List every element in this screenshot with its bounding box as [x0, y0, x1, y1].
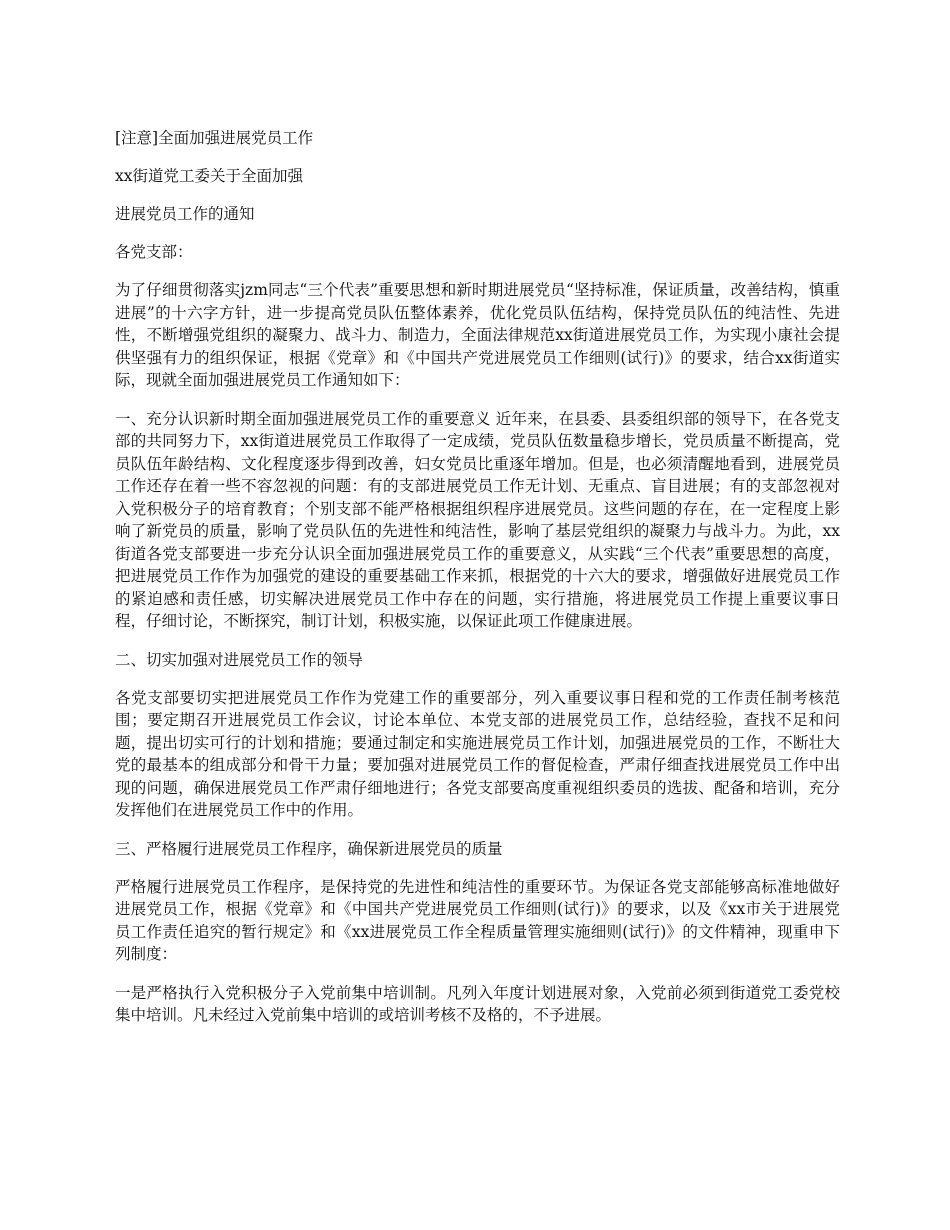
intro-paragraph: 为了仔细贯彻落实jzm同志“三个代表”重要思想和新时期进展党员“坚持标准，保证质量，改善结构，慎重进展”的十六字方针，进一步提高党员队伍整体素养，优化党员队伍结构，保持党员队伍的纯洁性、先进性，不断增强党组织的凝聚力、战斗力、制造力，全面法律规范xx街道进展党员工作，为实现小康社会提供坚强有力的组织保证，根据《党章》和《中国共产党进展党员工作细则(试行)》的要求，结合xx街道实际，现就全面加强进展党员工作通知如下： [115, 281, 840, 389]
document-page [115, 127, 840, 1043]
section-1-paragraph: 一、充分认识新时期全面加强进展党员工作的重要意义 近年来，在县委、县委组织部的领导下，在各党支部的共同努力下，xx街道进展党员工作取得了一定成绩，党员队伍数量稳步增长，党员质量不断提高，党员队伍年龄结构、文化程度逐步得到改善，妇女党员比重逐年增加。但是，也必须清醒地看到，进展党员工作还存在着一些不容忽视的问题：有的支部进展党员工作无计划、无重点、盲目进展；有的支部忽视对入党积极分子的培育教育；个别支部不能严格根据组织程序进展党员。这些问题的存在，在一定程度上影响了新党员的质量，影响了党员队伍的先进性和纯洁性，影响了基层党组织的凝聚力与战斗力。为此，xx街道各党支部要进一步充分认识全面加强进展党员工作的重要意义，从实践“三个代表”重要思想的高度，把进展党员工作作为加强党的建设的重要基础工作来抓，根据党的十六大的要求，增强做好进展党员工作的紧迫感和责任感，切实解决进展党员工作中存在的问题，实行措施，将进展党员工作提上重要议事日程，仔细讨论，不断探究，制订计划，积极实施，以保证此项工作健康进展。 [115, 409, 840, 630]
section-2-heading: 二、切实加强对进展党员工作的领导 [115, 650, 364, 669]
document-title-line-1: xx街道党工委关于全面加强 [115, 167, 303, 185]
section-2-paragraph: 各党支部要切实把进展党员工作作为党建工作的重要部分，列入重要议事日程和党的工作责任制考核范围；要定期召开进展党员工作会议，讨论本单位、本党支部的进展党员工作，总结经验，查找不足和问题，提出切实可行的计划和措施；要通过制定和实施进展党员工作计划，加强进展党员的工作，不断壮大党的最基本的组成部分和骨干力量；要加强对进展党员工作的督促检查，严肃仔细查找进展党员工作中出现的问题，确保进展党员工作严肃仔细地进行；各党支部要高度重视组织委员的选拔、配备和培训，充分发挥他们在进展党员工作中的作用。 [115, 688, 840, 819]
document-salutation: 各党支部： [115, 243, 193, 261]
section-3-heading: 三、严格履行进展党员工作程序，确保新进展党员的质量 [115, 839, 503, 858]
section-3-item-1: 一是严格执行入党积极分子入党前集中培训制。凡列入年度计划进展对象，入党前必须到街道党工委党校集中培训。凡未经过入党前集中培训的或培训考核不及格的，不予进展。 [115, 983, 840, 1024]
document-note-title: [注意]全面加强进展党员工作 [115, 129, 314, 147]
section-3-paragraph: 严格履行进展党员工作程序，是保持党的先进性和纯洁性的重要环节。为保证各党支部能够高标准地做好进展党员工作，根据《党章》和《中国共产党进展党员工作细则(试行)》的要求，以及《xx市关于进展党员工作责任追究的暂行规定》和《xx进展党员工作全程质量管理实施细则(试行)》的文件精神，现重申下列制度： [115, 877, 840, 963]
document-title-line-2: 进展党员工作的通知 [115, 205, 255, 223]
